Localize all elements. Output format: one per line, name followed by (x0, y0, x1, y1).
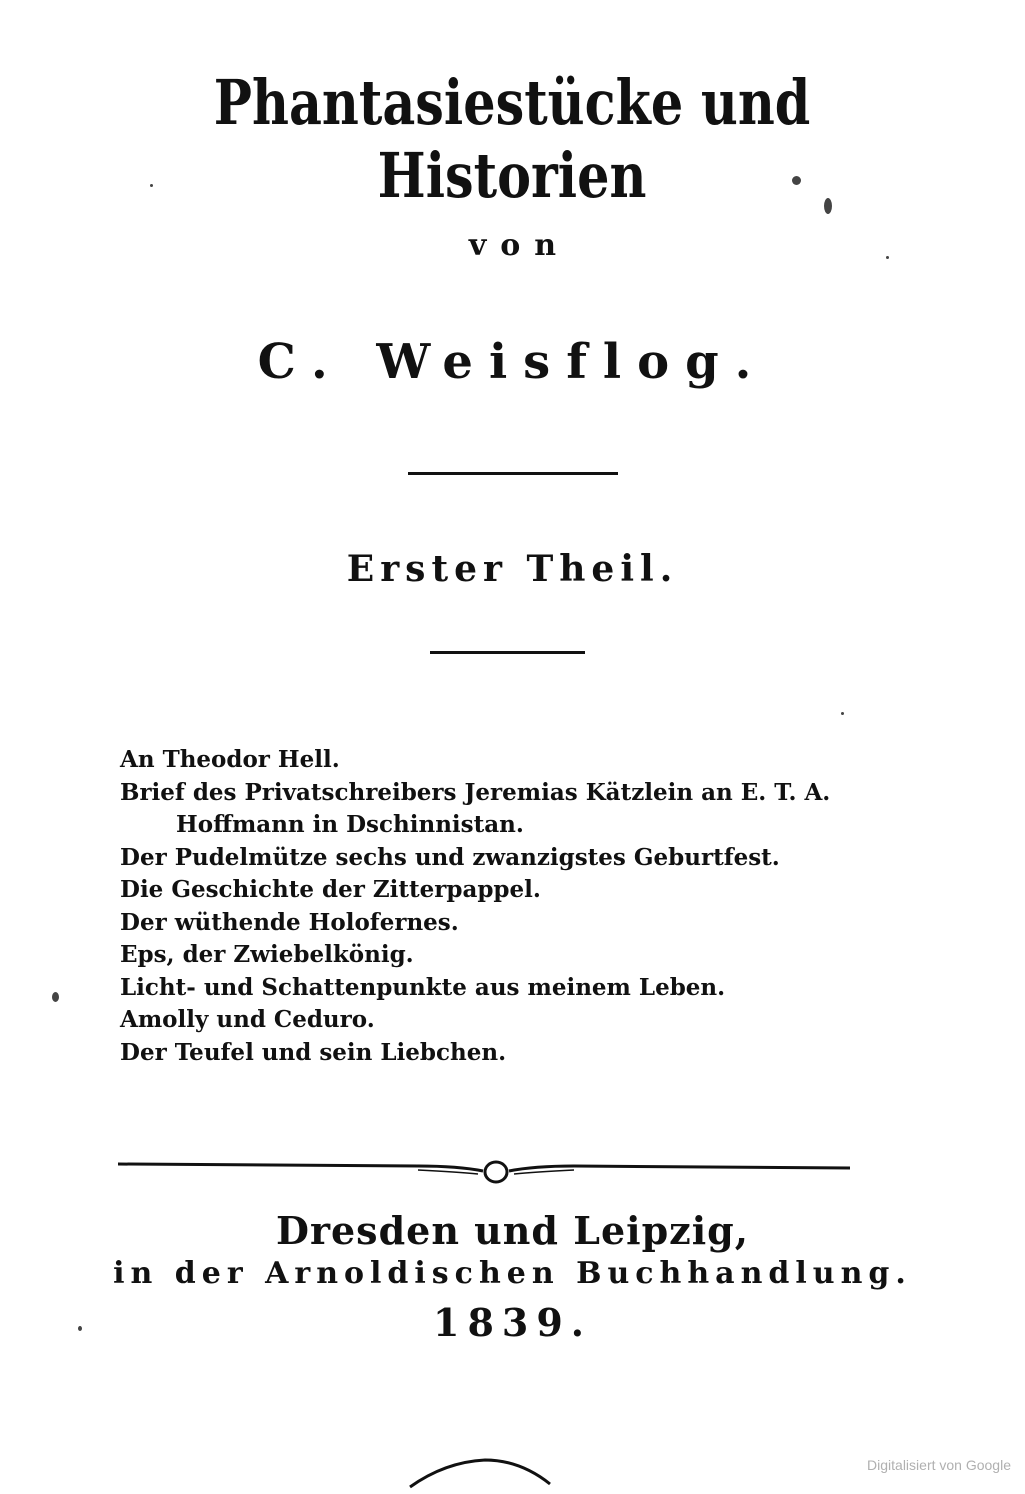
paper-speck (824, 198, 832, 214)
contents-item: Der wüthende Holofernes. (120, 908, 459, 936)
divider-rule (408, 472, 618, 475)
contents-list (120, 744, 920, 1069)
paper-speck (792, 176, 801, 185)
paper-speck (78, 1326, 82, 1331)
contents-item: Der Teufel und sein Liebchen. (120, 1038, 507, 1066)
volume-label: Erster Theil. (346, 548, 679, 590)
author-name: C. Weisflog. (257, 334, 768, 390)
paper-speck (150, 184, 153, 187)
ornamental-divider (118, 1158, 850, 1186)
contents-item: Amolly und Ceduro. (120, 1006, 375, 1033)
contents-item: Licht- und Schattenpunkte aus meinem Leben. (120, 973, 726, 1001)
contents-item: Brief des Privatschreibers Jeremias Kätzlein an E. T. A. (120, 778, 831, 806)
book-title: Phantasiestücke und Historien (213, 66, 811, 212)
contents-item: Die Geschichte der Zitterpappel. (120, 876, 541, 903)
digitization-watermark: Digitalisiert von Google (867, 1457, 1011, 1473)
paper-speck (52, 992, 59, 1002)
contents-item: Eps, der Zwiebelkönig. (120, 941, 414, 968)
paper-speck (841, 712, 844, 715)
contents-item: An Theodor Hell. (120, 746, 340, 773)
imprint-publisher: in der Arnoldischen Buchhandlung. (113, 1256, 912, 1291)
divider-rule (430, 651, 585, 654)
imprint-year: 1839. (433, 1300, 592, 1345)
bottom-flourish-ornament (405, 1452, 565, 1492)
contents-item-continuation: Hoffmann in Dschinnistan. (176, 811, 524, 838)
contents-item: Der Pudelmütze sechs und zwanzigstes Geburtfest. (120, 843, 780, 871)
imprint-place: Dresden und Leipzig, (276, 1208, 749, 1253)
paper-speck (886, 256, 889, 259)
byline: von (468, 228, 571, 263)
